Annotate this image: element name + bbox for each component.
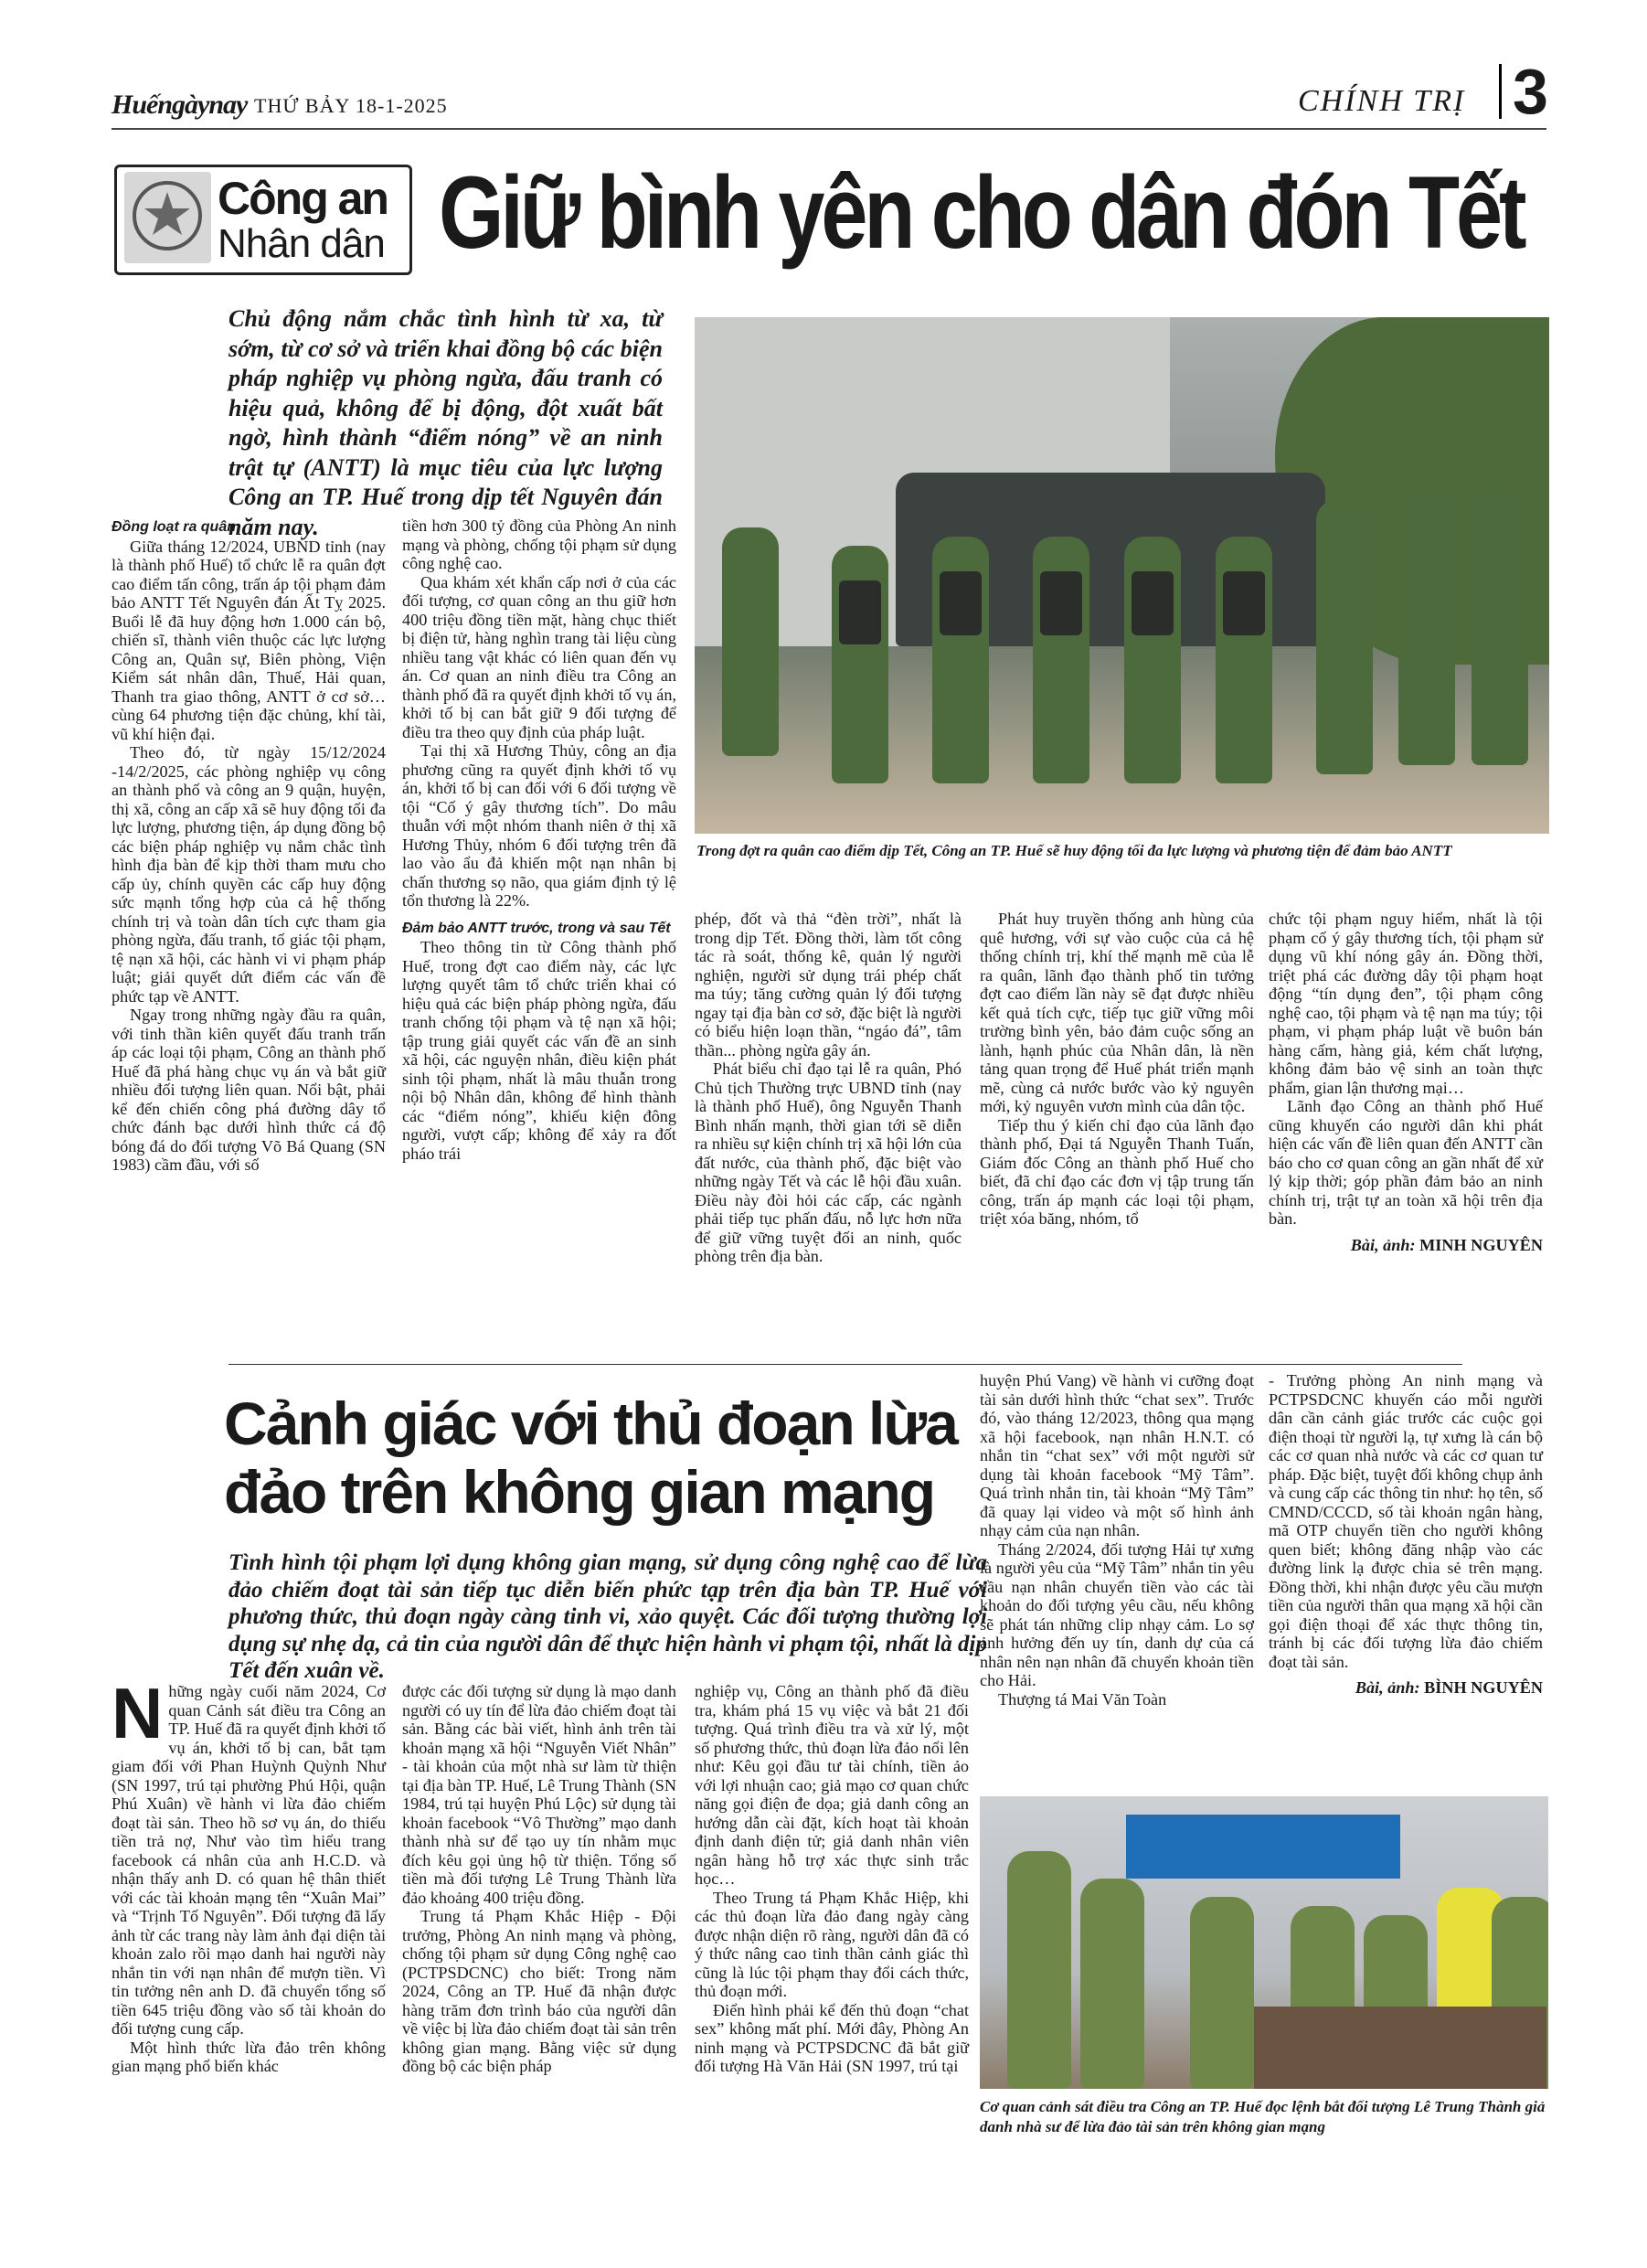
paragraph: Một hình thức lừa đảo trên không gian mạng phổ biến khác xyxy=(112,2038,386,2075)
paragraph: nghiệp vụ, Công an thành phố đã điều tra, khám phá 15 vụ việc và bắt 21 đối tượng. Quá trình điều tra và xử lý, một số phương thức, thủ đoạn lừa đảo nổi lên như: Kêu gọi đầu tư tài chính, tiền ảo với lợi nhuận cao; giả mạo cơ quan chức năng gọi điện đe dọa; giả danh công an hướng dẫn cài đặt, kích hoạt tài khoản định danh điện tử; giả danh nhân viên ngân hàng hỗ trợ xác thực sinh trắc học… xyxy=(695,1682,969,1888)
article2-lead: Tình hình tội phạm lợi dụng không gian mạng, sử dụng công nghệ cao để lừa đảo chiếm đoạt tài sản tiếp tục diễn biến phức tạp trên địa bàn TP. Huế với phương thức, thủ đoạn ngày càng tinh vi, xảo quyệt. Các đối tượng thường lợi dụng sự nhẹ dạ, cả tin của người dân để thực hiện hành vi phạm tội, nhất là dịp Tết đến xuân về. xyxy=(228,1550,987,1683)
paragraph: Lãnh đạo Công an thành phố Huế cũng khuyến cáo người dân khi phát hiện các vấn đề liên quan đến ANTT cần báo cho cơ quan công an gần nhất để xử lý kịp thời; góp phần đảm bảo an ninh chính trị, trật tự an toàn xã hội trên địa bàn. xyxy=(1269,1097,1543,1228)
byline-label: Bài, ảnh: xyxy=(1355,1678,1420,1697)
paragraph xyxy=(112,1673,386,2039)
article1-column-3 xyxy=(695,910,962,1266)
article1-column-2 xyxy=(402,516,676,1163)
subheading: Đảm bảo ANTT trước, trong và sau Tết xyxy=(402,920,671,936)
byline-label: Bài, ảnh: xyxy=(1350,1235,1416,1254)
article1-headline: Giữ bình yên cho dân đón Tết xyxy=(439,155,1524,270)
article1-column-4 xyxy=(980,910,1254,1229)
article2-photo-caption: Cơ quan cảnh sát điều tra Công an TP. Huế đọc lệnh bắt đối tượng Lê Trung Thành giả danh nhà sư để lừa đảo tài sản trên không gian mạng xyxy=(980,2098,1546,2135)
paragraph: - Trưởng phòng An ninh mạng và PCTPSDCNC khuyến cáo mỗi người dân cần cảnh giác trước các cuộc gọi điện thoại từ người lạ, tự xưng là cán bộ các cơ quan nhà nước và các cơ quan tư pháp. Đặc biệt, tuyệt đối không chụp ảnh và cung cấp các thông tin như: họ tên, số CMND/CCCD, số tài khoản ngân hàng, mã OTP chuyển tiền cho người không quen biết; không đăng nhập vào các đường link lạ được chia sẻ trên mạng. Đồng thời, khi nhận được yêu cầu mượn tiền của người thân qua mạng xã hội cần gọi điện thoại để xác thực thông tin, tránh bị các đối tượng lừa đảo chiếm đoạt tài sản. xyxy=(1269,1371,1543,1671)
article2-column-5 xyxy=(1269,1371,1543,1698)
article2-column-4 xyxy=(980,1371,1254,1709)
paragraph: Phát huy truyền thống anh hùng của quê hương, với sự vào cuộc của cả hệ thống chính trị, khí thế mạnh mẽ của lễ ra quân, lãnh đạo thành phố tin tưởng đợt cao điểm lần này sẽ đạt được nhiều kết quả tích cực, tiếp tục giữ vững môi trường bình yên, bảo đảm cuộc sống an lành, hạnh phúc của Nhân dân, là nền tảng quan trọng để Huế phát triển mạnh mẽ, cùng cả nước bước vào kỷ nguyên mới, kỷ nguyên vươn mình của dân tộc. xyxy=(980,910,1254,1115)
byline-author: BÌNH NGUYÊN xyxy=(1424,1678,1543,1697)
header-separator xyxy=(1499,64,1502,119)
paragraph: Theo Trung tá Phạm Khắc Hiệp, khi các thủ đoạn lừa đảo đang ngày càng được nhận diện rõ ràng, người dân đã có ý thức nâng cao tinh thần cảnh giác thì cũng là lúc tội phạm thay đổi cách thức, thủ đoạn mới. xyxy=(695,1888,969,2000)
article-divider xyxy=(228,1364,1462,1365)
issue-date: THỨ BẢY 18-1-2025 xyxy=(254,94,448,117)
paragraph-text: hững ngày cuối năm 2024, Cơ quan Cảnh sát điều tra Công an TP. Huế đã ra quyết định khởi tố vụ án, khởi tố bị can, bắt tạm giam đối với Phan Huỳnh Quỳnh Như (SN 1997, trú tại phường Phú Hội, quận Phú Xuân) về hành vi lừa đảo chiếm đoạt tài sản. Theo hồ sơ vụ án, do thiếu tiền trả nợ, Như vào tìm hiểu trang facebook cá nhân của anh H.C.D. và nhận thấy anh D. có quan hệ thân thiết với các tài khoản mạng tên “Xuân Mai” và “Trịnh Tố Nguyên”. Đối tượng đã lấy ảnh từ các trang này làm ảnh đại diện tài khoản zalo rồi mạo danh hai người này nhắn tin với nạn nhân để mượn tiền. Vì tin tưởng nên anh D. đã chuyển tổng số tiền 645 triệu đồng vào số tài khoản do đối tượng cung cấp. xyxy=(112,1682,386,2038)
paragraph: tiền hơn 300 tỷ đồng của Phòng An ninh mạng và phòng, chống tội phạm sử dụng công nghệ cao. xyxy=(402,516,676,572)
article1-byline xyxy=(1269,1236,1543,1255)
paragraph: Điển hình phải kể đến thủ đoạn “chat sex” không mất phí. Mới đây, Phòng An ninh mạng và PCTPSDCNC đã bắt giữ đối tượng Hà Văn Hải (SN 1997, trú tại xyxy=(695,2000,969,2075)
subheading: Đồng loạt ra quân xyxy=(112,519,236,535)
paragraph: Thượng tá Mai Văn Toàn xyxy=(998,1689,1167,1709)
page-number: 3 xyxy=(1513,56,1548,127)
paragraph: phép, đốt và thả “đèn trời”, nhất là trong dịp Tết. Đồng thời, làm tốt công tác rà soát, thống kê, quản lý người nghiện, người sử dụng trái phép chất ma túy; tăng cường quản lý đối tượng ngay tại địa bàn cơ sở, đặc biệt là người có biểu hiện loạn thần, “ngáo đá”, tâm thần... phòng ngừa gây án. xyxy=(695,910,962,1059)
paragraph: Qua khám xét khẩn cấp nơi ở của các đối tượng, cơ quan công an thu giữ hơn 400 triệu đồng tiền mặt, hàng chục thiết bị điện tử, hàng nghìn trang tài liệu cùng nhiều tang vật khác có liên quan đến vụ án. Cơ quan an ninh điều tra Công an thành phố đã ra quyết định khởi tố vụ án, khởi tố bị can bắt giữ 9 đối tượng để điều tra theo quy định của pháp luật. xyxy=(402,572,676,741)
article2-photo xyxy=(980,1796,1548,2089)
paragraph: Tháng 2/2024, đối tượng Hải tự xưng là người yêu của “Mỹ Tâm” nhắn tin yêu cầu nạn nhân chuyển tiền vào các tài khoản do đối tượng yêu cầu, nếu không sẽ phát tán những clip nhạy cảm. Lo sợ ảnh hưởng đến uy tín, danh dự của cá nhân nên nạn nhân đã chuyển khoản tiền cho Hải. xyxy=(980,1539,1254,1689)
article2-column-1 xyxy=(112,1673,386,2076)
article1-photo xyxy=(695,317,1549,834)
paragraph: Ngay trong những ngày đầu ra quân, với tinh thần kiên quyết đấu tranh trấn áp các loại tội phạm, Công an thành phố Huế đã phá hàng chục vụ án và bắt giữ nhiều đối tượng liên quan. Nổi bật, phải kể đến chiến công phá đường dây tổ chức đánh bạc dưới hình thức cá độ bóng đá do đối tượng Võ Bá Quang (SN 1983) cầm đầu, với số xyxy=(112,1006,386,1174)
badge-title-line1: Công an xyxy=(218,173,388,224)
paragraph: được các đối tượng sử dụng là mạo danh người có uy tín để lừa đảo chiếm đoạt tài sản. Bằng các bài viết, hình ảnh trên tài khoản mạng xã hội “Nguyễn Viết Nhân” - tài khoản của một nhà sư làm từ thiện tại địa bàn TP. Huế, Lê Trung Thành (SN 1984, trú tại huyện Phú Lộc) sử dụng tài khoản facebook “Vô Thường” mạo danh thành nhà sư để tạo uy tín nhằm mục đích kêu gọi ủng hộ từ thiện. Tổng số tiền mà đối tượng Lê Trung Thành lừa đảo khoảng 400 triệu đồng. xyxy=(402,1682,676,1907)
article1-column-1 xyxy=(112,516,386,1175)
paragraph: Trung tá Phạm Khắc Hiệp - Đội trưởng, Phòng An ninh mạng và phòng, chống tội phạm sử dụng Công nghệ cao (PCTPSDCNC) cho biết: Trong năm 2024, Công an TP. Huế đã nhận được hàng trăm đơn trình báo của người dân về việc bị lừa đảo chiếm đoạt tài sản trên không gian mạng. Bằng việc sử dụng đồng bộ các biện pháp xyxy=(402,1907,676,2075)
paragraph: chức tội phạm nguy hiểm, nhất là tội phạm cố ý gây thương tích, tội phạm sử dụng vũ khí nóng gây án. Đồng thời, triệt phá các đường dây tội phạm hoạt động “tín dụng đen”, tội phạm công nghệ cao, tội phạm và tệ nạn ma túy; tội phạm, vi phạm pháp luật về buôn bán hàng cấm, hàng giả, kém chất lượng, không đảm bảo vệ sinh an toàn thực phẩm, gian lận thương mại… xyxy=(1269,910,1543,1097)
newspaper-brand: Huếngàynay xyxy=(112,90,248,120)
paragraph: huyện Phú Vang) về hành vi cưỡng đoạt tài sản dưới hình thức “chat sex”. Trước đó, vào tháng 12/2023, thông qua mạng xã hội facebook, nạn nhân H.N.T. có nhắn tin “chat sex” với một người sử dụng tài khoản facebook “Mỹ Tâm”. Quá trình nhắn tin, tài khoản “Mỹ Tâm” đã quay lại video và một số hình ảnh nhạy cảm của nạn nhân. xyxy=(980,1371,1254,1539)
paragraph: Phát biểu chỉ đạo tại lễ ra quân, Phó Chủ tịch Thường trực UBND tỉnh (nay là thành phố Huế), ông Nguyễn Thanh Bình nhấn mạnh, thời gian tới sẽ diễn ra nhiều sự kiện chính trị xã hội lớn của đất nước, của thành phố, đặc biệt vào những ngày Tết và các lễ hội đầu xuân. Điều này đòi hỏi các cấp, các ngành phải tiếp tục phấn đấu, nỗ lực hơn nữa để giữ vững tuyệt đối an ninh, quốc phòng trên địa bàn. xyxy=(695,1059,962,1265)
paragraph: Theo đó, từ ngày 15/12/2024 -14/2/2025, các phòng nghiệp vụ công an thành phố và công an 9 quận, huyện, thị xã, công an cấp xã sẽ huy động tối đa lực lượng, phương tiện, áp dụng đồng bộ các biện pháp nghiệp vụ nắm chắc tình hình địa bàn để kịp thời tham mưu cho cấp ủy, chính quyền các cấp huy động sức mạnh tổng hợp của cả hệ thống chính trị và toàn dân tích cực tham gia phòng ngừa, đấu tranh, tố giác tội phạm, tệ nạn xã hội, các hành vi vi phạm pháp luật; giải quyết dứt điểm các vấn đề phức tạp về ANTT. xyxy=(112,743,386,1006)
police-emblem-icon xyxy=(124,172,211,263)
badge-title-line2: Nhân dân xyxy=(218,221,385,266)
article1-lead: Chủ động nắm chắc tình hình từ xa, từ sớm, từ cơ sở và triển khai đồng bộ các biện pháp nghiệp vụ phòng ngừa, đấu tranh có hiệu quả, không để bị động, đột xuất bất ngờ, hình thành “điểm nóng” về an ninh trật tự (ANTT) là mục tiêu của lực lượng Công an TP. Huế trong dịp tết Nguyên đán năm nay. xyxy=(228,305,663,540)
header-rule xyxy=(112,128,1546,130)
paragraph: Tại thị xã Hương Thủy, công an địa phương cũng ra quyết định khởi tố vụ án, khởi tố bị can đối với 6 đối tượng về tội “Cố ý gây thương tích”. Do mâu thuẫn với một nhóm thanh niên ở thị xã Hương Thủy, nhóm 6 đối tượng trên đã lao vào ẩu đả khiến một nạn nhân bị chấn thương sọ não, qua giám định tỷ lệ tổn thương là 22%. xyxy=(402,741,676,910)
paragraph: Tiếp thu ý kiến chỉ đạo của lãnh đạo thành phố, Đại tá Nguyễn Thanh Tuấn, Giám đốc Công an thành phố Huế cho biết, đã chỉ đạo các đơn vị tập trung tấn công, trấn áp mạnh các loại tội phạm, triệt xóa băng, nhóm, tổ xyxy=(980,1115,1254,1228)
paragraph: Theo thông tin từ Công thành phố Huế, trong đợt cao điểm này, các lực lượng quyết tâm tổ chức triển khai có hiệu quả các biện pháp phòng ngừa, đấu tranh chống tội phạm và tệ nạn xã hội; tập trung giải quyết các vấn đề an sinh xã hội, các nguyện nhân, điều kiện phát sinh tội phạm, nhất là mâu thuẫn trong nội bộ Nhân dân, không để hình thành các “điểm nóng”, khiếu kiện đông người, vượt cấp; không để xảy ra đốt pháo trái xyxy=(402,938,676,1163)
section-title: CHÍNH TRỊ xyxy=(1298,84,1466,118)
byline-author: MINH NGUYÊN xyxy=(1419,1235,1543,1254)
article2-column-2 xyxy=(402,1682,676,2076)
article2-headline: Cảnh giác với thủ đoạn lừa đảo trên không gian mạng xyxy=(224,1390,957,1526)
paragraph: Giữa tháng 12/2024, UBND tỉnh (nay là thành phố Huế) tổ chức lễ ra quân đợt cao điểm tấn công, trấn áp tội phạm đảm bảo ANTT Tết Nguyên đán Ất Tỵ 2025. Buổi lễ đã huy động hơn 1.000 cán bộ, chiến sĩ, thành viên thuộc các lực lượng Công an, Quân sự, Biên phòng, Viện Kiểm sát nhân dân, Thuế, Hải quan, Thanh tra giao thông, ANTT ở cơ sở… cùng 64 phương tiện đặc chủng, khí tài, vũ khí hiện đại. xyxy=(112,537,386,743)
article2-byline xyxy=(1269,1678,1543,1698)
article1-column-5 xyxy=(1269,910,1543,1254)
drop-cap: N xyxy=(112,1673,164,1753)
article2-column-3 xyxy=(695,1682,969,2076)
article1-photo-caption: Trong đợt ra quân cao điểm dịp Tết, Công an TP. Huế sẽ huy động tối đa lực lượng và phương tiện để đảm bảo ANTT xyxy=(696,842,1452,859)
